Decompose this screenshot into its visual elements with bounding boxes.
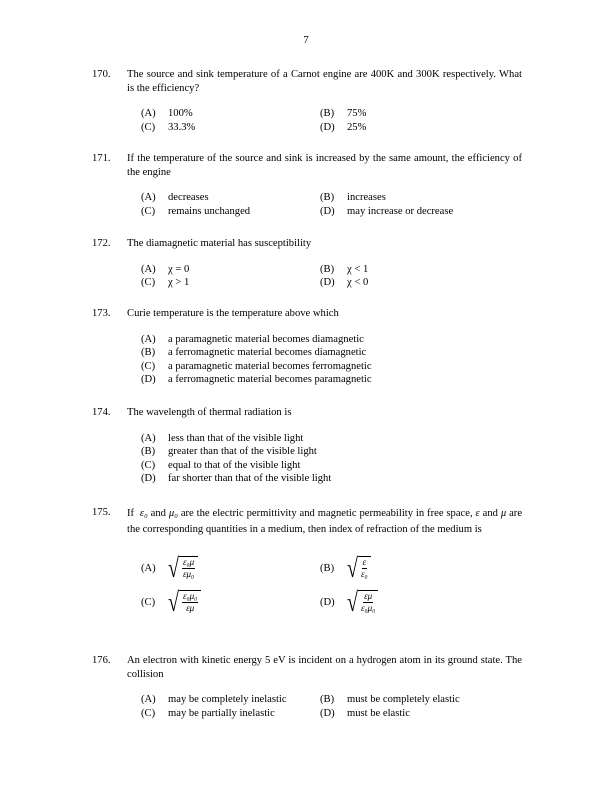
question-175: [92, 506, 522, 620]
option-d[interactable]: (D) may increase or decrease: [320, 205, 454, 217]
option-a[interactable]: (A) less than that of the visible light: [141, 432, 304, 444]
sqrt-expression: √ $\frac{\varepsilon}{\text{ε₀}}$: [347, 559, 371, 580]
option-d[interactable]: (D) √ $\frac{\varepsilon\mu}{\text{ε₀μ₀}}$: [320, 593, 378, 614]
option-b[interactable]: (B) must be completely elastic: [320, 694, 460, 705]
question-text: If the temperature of the source and sink is increased by the same amount, the efficiency of the engine: [127, 153, 522, 178]
option-a[interactable]: (A) decreases: [141, 192, 209, 203]
question-number: 176.: [92, 655, 111, 666]
question-170: [92, 68, 522, 134]
options: [141, 263, 522, 290]
options: [141, 552, 522, 620]
option-a[interactable]: (A) 100%: [141, 108, 193, 119]
option-b[interactable]: (B) greater than that of the visible light: [141, 446, 317, 457]
option-b[interactable]: (B) 75%: [320, 108, 367, 119]
question-number: 173.: [92, 308, 111, 319]
question-172: [92, 237, 522, 290]
option-b[interactable]: (B) a ferromagnetic material becomes diamagnetic: [141, 347, 367, 358]
option-a[interactable]: (A) χ = 0: [141, 263, 190, 275]
question-text: The source and sink temperature of a Carnot engine are 400K and 300K respectively. What is the efficiency?: [127, 69, 522, 94]
question-text: If ε₀ and μ₀ are the electric permittivity and magnetic permeability in free space, ε and μ are the corresponding quantities in a medium, then index of refraction of the medium is: [127, 508, 523, 535]
option-d[interactable]: (D) far shorter than that of the visible light: [141, 473, 332, 484]
question-text: An electron with kinetic energy 5 eV is incident on a hydrogen atom in its ground state. The collision: [127, 655, 522, 680]
option-b[interactable]: (B) increases: [320, 192, 386, 203]
option-c[interactable]: (C) remains unchanged: [141, 205, 251, 217]
question-number: 170.: [92, 69, 111, 80]
question-text: Curie temperature is the temperature above which: [127, 308, 339, 319]
page-number: 7: [303, 35, 309, 46]
option-d[interactable]: (D) χ < 0: [320, 277, 369, 288]
question-text: The wavelength of thermal radiation is: [127, 407, 292, 418]
option-d[interactable]: (D) a ferromagnetic material becomes paramagnetic: [141, 374, 372, 385]
question-171: [92, 152, 522, 218]
option-d[interactable]: (D) 25%: [320, 121, 367, 133]
option-a[interactable]: (A) a paramagnetic material becomes diamagnetic: [141, 333, 364, 345]
option-c[interactable]: (C) equal to that of the visible light: [141, 459, 301, 471]
question-176: [92, 654, 522, 720]
question-number: 174.: [92, 407, 111, 418]
question-number: 171.: [92, 153, 111, 164]
option-c[interactable]: (C) may be partially inelastic: [141, 707, 275, 719]
options: [141, 432, 522, 486]
sqrt-expression: √ $\frac{\text{ε₀μ}}{\text{εμ₀}}$: [168, 559, 198, 580]
option-c[interactable]: (C) √ $\frac{\text{ε₀μ₀}}{\varepsilon\mu}$: [141, 593, 320, 614]
options: [141, 191, 522, 218]
question-text: The diamagnetic material has susceptibility: [127, 238, 312, 249]
question-173: [92, 307, 522, 387]
option-c[interactable]: (C) a paramagnetic material becomes ferromagnetic: [141, 360, 372, 372]
option-c[interactable]: (C) χ > 1: [141, 277, 190, 288]
option-d[interactable]: (D) must be elastic: [320, 707, 410, 719]
question-number: 175.: [92, 507, 111, 518]
option-b[interactable]: (B) χ < 1: [320, 263, 369, 275]
sqrt-expression: √ $\frac{\varepsilon\mu}{\text{ε₀μ₀}}$: [347, 593, 378, 614]
option-a[interactable]: (A) √ $\frac{\text{ε₀μ}}{\text{εμ₀}}$: [141, 559, 320, 580]
option-b[interactable]: (B) √ $\frac{\varepsilon}{\text{ε₀}}$: [320, 559, 371, 580]
options: [141, 107, 522, 134]
options: [141, 333, 522, 387]
options: [141, 693, 522, 720]
option-a[interactable]: (A) may be completely inelastic: [141, 694, 287, 705]
sqrt-expression: √ $\frac{\text{ε₀μ₀}}{\varepsilon\mu}$: [168, 593, 201, 614]
question-number: 172.: [92, 238, 111, 249]
option-c[interactable]: (C) 33.3%: [141, 121, 196, 133]
question-174: [92, 406, 522, 486]
